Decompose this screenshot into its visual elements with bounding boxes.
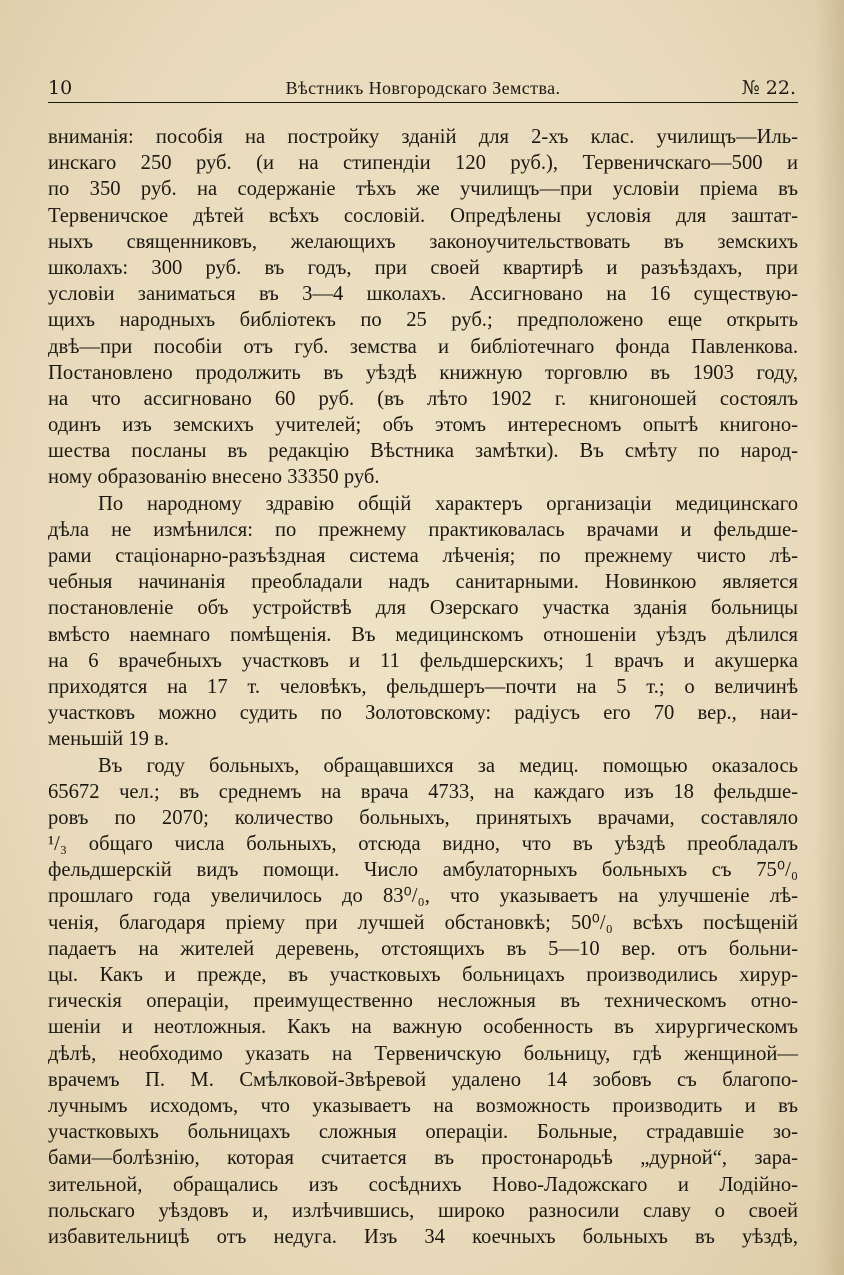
text-line: Тервеничское дѣтей всѣхъ сословій. Опредѣлены условія для заштат- [48,204,798,227]
text-line: ¹/₃ общаго числа больныхъ, отсюда видно, что въ уѣздѣ преобладалъ [48,833,798,856]
journal-title: Вѣстникъ Новгородскаго Земства. [285,78,561,98]
page-edge-shadow [814,0,844,1275]
article-body [48,124,798,1250]
text-line: зительной, обращались изъ сосѣднихъ Ново-Ладожскаго и Лодійно- [48,1173,798,1196]
text-line: приходятся на 17 т. человѣкъ, фельдшеръ—почти на 5 т.; о величинѣ [48,675,798,698]
text-line: ныхъ священниковъ, желающихъ законоучительствовать въ земскихъ [48,230,798,253]
text-line: Постановлено продолжить въ уѣздѣ книжную торговлю въ 1903 году, [48,361,798,384]
text-line: инскаго 250 руб. (и на стипендіи 120 руб.), Тервеничскаго—500 и [48,152,798,175]
text-line: одинъ изъ земскихъ учителей; объ этомъ интересномъ опытѣ книгоно- [48,414,798,437]
text-line: дѣлѣ, необходимо указать на Тервеничскую больницу, гдѣ женщиной— [48,1042,798,1065]
paragraph-first-line: Въ году больныхъ, обращавшихся за медиц. помощью оказалось [98,754,798,777]
text-line: бами—болѣзнію, которая считается въ простонародьѣ „дурной“, зара- [48,1147,798,1170]
text-line: фельдшерскій видъ помощи. Число амбулаторныхъ больныхъ съ 75⁰/₀ [48,859,798,882]
text-line: гическія операціи, преимущественно несложныя въ техническомъ отно- [48,990,798,1013]
text-line: меньшій 19 в. [48,728,169,751]
text-line: цы. Какъ и прежде, въ участковыхъ больницахъ производились хирур- [48,964,798,986]
text-line: вмѣсто наемнаго помѣщенія. Въ медицинскомъ отношеніи уѣздъ дѣлился [48,623,798,646]
text-line: на 6 врачебныхъ участковъ и 11 фельдшерскихъ; 1 врачъ и акушерка [48,649,798,672]
text-line: лучнымъ исходомъ, что указываетъ на возможность производить и въ [48,1094,798,1117]
text-line: шеніи и неотложныя. Какъ на важную особенность въ хирургическомъ [48,1016,798,1039]
text-line: чебныя начинанія преобладали надъ санитарными. Новинкою является [48,571,798,594]
text-line: прошлаго года увеличилось до 83⁰/₀, что указываетъ на улучшеніе лѣ- [48,885,798,908]
text-line: постановленіе объ устройствѣ для Озерскаго участка зданія больницы [48,597,798,620]
text-line: 65672 чел.; въ среднемъ на врача 4733, на каждаго изъ 18 фельдше- [48,780,798,803]
text-line: ному образованію внесено 33350 руб. [48,466,380,489]
text-line: участковъ можно судить по Золотовскому: радіусъ его 70 вер., наи- [48,702,798,725]
paragraph-first-line: По народному здравію общій характеръ организаціи медицинскаго [98,492,798,515]
text-line: школахъ: 300 руб. въ годъ, при своей квартирѣ и разъѣздахъ, при [48,256,798,279]
text-line: вниманія: пособія на постройку зданій для 2-хъ клас. училищъ—Иль- [48,126,798,148]
text-line: условіи заниматься въ 3—4 школахъ. Ассигновано на 16 существую- [48,283,798,306]
text-line: участковыхъ больницахъ сложныя операціи. Больные, страдавшіе зо- [48,1121,798,1144]
text-line: избавительницѣ отъ недуга. Изъ 34 коечныхъ больныхъ въ уѣздѣ, [48,1225,798,1248]
page-number: 10 [48,77,73,99]
text-line: рами стаціонарно-разъѣздная система лѣченія; по прежнему чисто лѣ- [48,545,798,567]
text-line: шества посланы въ редакцію Вѣстника замѣтки). Въ смѣту по народ- [48,440,798,463]
text-line: щихъ народныхъ библіотекъ по 25 руб.; предположено еще открыть [48,309,798,332]
text-line: дѣла не измѣнился: по прежнему практиковалась врачами и фельдше- [48,518,798,541]
text-line: ровъ по 2070; количество больныхъ, принятыхъ врачами, составляло [48,806,798,829]
issue-number: № 22. [741,77,796,99]
text-line: польскаго уѣздовъ и, излѣчившись, широко разносили славу о своей [48,1199,798,1222]
text-line: по 350 руб. на содержаніе тѣхъ же училищъ—при условіи пріема въ [48,178,798,201]
running-header [48,74,798,103]
text-line: падаетъ на жителей деревень, отстоящихъ въ 5—10 вер. отъ больни- [48,937,798,960]
text-line: на что ассигновано 60 руб. (въ лѣто 1902 г. книгоношей состоялъ [48,387,798,410]
text-line: двѣ—при пособіи отъ губ. земства и библіотечнаго фонда Павленкова. [48,335,798,358]
text-line: врачемъ П. М. Смѣлковой-Звѣревой удалено 14 зобовъ съ благопо- [48,1068,798,1091]
text-line: ченія, благодаря пріему при лучшей обстановкѣ; 50⁰/₀ всѣхъ посѣщеній [48,911,798,934]
